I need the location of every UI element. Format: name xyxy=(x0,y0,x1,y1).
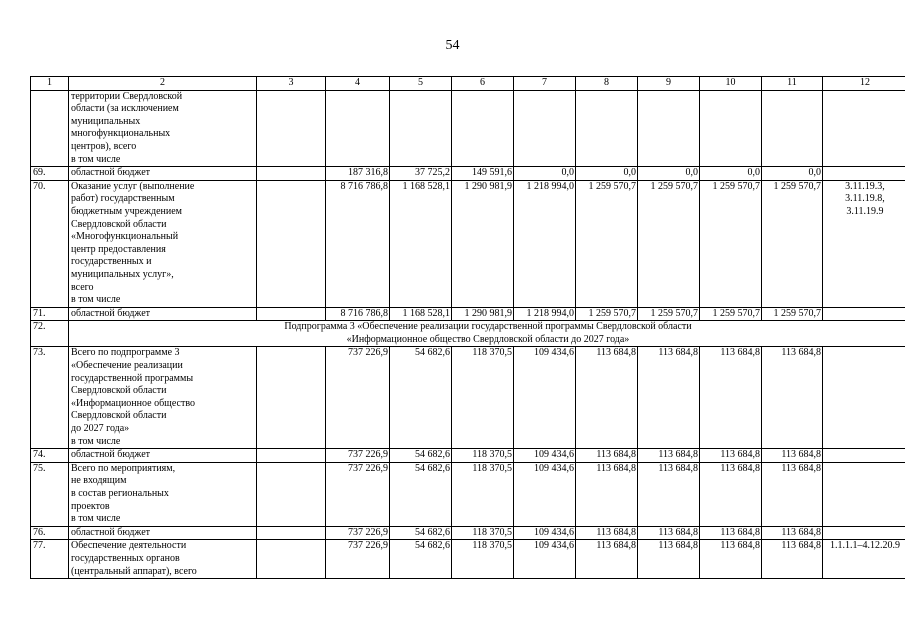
column-3-cell xyxy=(257,526,326,540)
item-name-cell: областной бюджет xyxy=(69,307,257,321)
amount-cell xyxy=(452,90,514,167)
amount-cell: 737 226,9 xyxy=(326,347,390,449)
amount-cell xyxy=(638,90,700,167)
column-header: 3 xyxy=(257,77,326,91)
amount-cell xyxy=(762,90,823,167)
table-row xyxy=(31,526,905,540)
column-3-cell xyxy=(257,540,326,579)
column-header: 1 xyxy=(31,77,69,91)
amount-cell xyxy=(390,90,452,167)
column-header: 4 xyxy=(326,77,390,91)
amount-cell: 737 226,9 xyxy=(326,540,390,579)
target-code-cell: 3.11.19.3, 3.11.19.8, 3.11.19.9 xyxy=(823,180,905,307)
column-header: 6 xyxy=(452,77,514,91)
target-code-cell: 1.1.1.1–4.12.20.9 xyxy=(823,540,905,579)
subprogram-heading-cell: Подпрограмма 3 «Обеспечение реализации государственной программы Свердловской области «Информационное общество Свердловской области до 2027 года» xyxy=(69,321,905,347)
item-name-cell: территории Свердловской области (за исключением муниципальных многофункциональных центров), всего в том числе xyxy=(69,90,257,167)
row-number-cell: 73. xyxy=(31,347,69,449)
row-number-cell: 76. xyxy=(31,526,69,540)
amount-cell: 187 316,8 xyxy=(326,167,390,181)
amount-cell: 109 434,6 xyxy=(514,526,576,540)
column-3-cell xyxy=(257,462,326,526)
amount-cell: 1 168 528,1 xyxy=(390,307,452,321)
item-name-cell: Всего по подпрограмме 3 «Обеспечение реализации государственной программы Свердловской области «Информационное общество Свердловской области до 2027 года» в том числе xyxy=(69,347,257,449)
item-name-cell: Обеспечение деятельности государственных органов (центральный аппарат), всего xyxy=(69,540,257,579)
amount-cell: 113 684,8 xyxy=(638,449,700,463)
amount-cell: 113 684,8 xyxy=(700,347,762,449)
amount-cell: 0,0 xyxy=(762,167,823,181)
item-name-cell: областной бюджет xyxy=(69,449,257,463)
item-name-cell: Оказание услуг (выполнение работ) государственным бюджетным учреждением Свердловской области «Многофункциональный центр предоставления государственных и муниципальных услуг», всего в том числе xyxy=(69,180,257,307)
row-number-cell: 72. xyxy=(31,321,69,347)
amount-cell: 1 259 570,7 xyxy=(700,307,762,321)
item-name-cell: областной бюджет xyxy=(69,526,257,540)
amount-cell: 118 370,5 xyxy=(452,540,514,579)
amount-cell: 118 370,5 xyxy=(452,347,514,449)
amount-cell: 113 684,8 xyxy=(638,347,700,449)
row-number-cell: 74. xyxy=(31,449,69,463)
row-number-cell: 70. xyxy=(31,180,69,307)
row-number-cell xyxy=(31,90,69,167)
header-row xyxy=(31,77,905,91)
column-3-cell xyxy=(257,167,326,181)
amount-cell: 54 682,6 xyxy=(390,462,452,526)
amount-cell: 113 684,8 xyxy=(700,540,762,579)
table-row xyxy=(31,167,905,181)
amount-cell: 0,0 xyxy=(700,167,762,181)
amount-cell xyxy=(326,90,390,167)
amount-cell: 113 684,8 xyxy=(700,526,762,540)
target-code-cell xyxy=(823,526,905,540)
column-header: 11 xyxy=(762,77,823,91)
amount-cell: 737 226,9 xyxy=(326,449,390,463)
amount-cell: 737 226,9 xyxy=(326,526,390,540)
amount-cell xyxy=(514,90,576,167)
column-header: 9 xyxy=(638,77,700,91)
amount-cell: 1 218 994,0 xyxy=(514,307,576,321)
amount-cell: 1 218 994,0 xyxy=(514,180,576,307)
amount-cell: 0,0 xyxy=(514,167,576,181)
column-header: 7 xyxy=(514,77,576,91)
table-row xyxy=(31,540,905,579)
amount-cell: 109 434,6 xyxy=(514,347,576,449)
table-row xyxy=(31,321,905,347)
amount-cell: 113 684,8 xyxy=(700,462,762,526)
item-name-cell: областной бюджет xyxy=(69,167,257,181)
column-header: 2 xyxy=(69,77,257,91)
amount-cell: 113 684,8 xyxy=(762,540,823,579)
amount-cell: 113 684,8 xyxy=(638,540,700,579)
amount-cell: 1 259 570,7 xyxy=(762,307,823,321)
target-code-cell xyxy=(823,90,905,167)
amount-cell: 113 684,8 xyxy=(700,449,762,463)
column-header: 10 xyxy=(700,77,762,91)
row-number-cell: 69. xyxy=(31,167,69,181)
column-3-cell xyxy=(257,347,326,449)
budget-table xyxy=(30,76,905,579)
amount-cell: 0,0 xyxy=(638,167,700,181)
table-row xyxy=(31,462,905,526)
table-row xyxy=(31,307,905,321)
amount-cell: 118 370,5 xyxy=(452,462,514,526)
target-code-cell xyxy=(823,449,905,463)
row-number-cell: 71. xyxy=(31,307,69,321)
amount-cell: 109 434,6 xyxy=(514,449,576,463)
column-3-cell xyxy=(257,180,326,307)
amount-cell: 54 682,6 xyxy=(390,449,452,463)
amount-cell: 118 370,5 xyxy=(452,449,514,463)
target-code-cell xyxy=(823,462,905,526)
amount-cell: 113 684,8 xyxy=(576,449,638,463)
amount-cell: 109 434,6 xyxy=(514,462,576,526)
amount-cell: 54 682,6 xyxy=(390,347,452,449)
amount-cell: 113 684,8 xyxy=(762,347,823,449)
amount-cell: 8 716 786,8 xyxy=(326,307,390,321)
page-number: 54 xyxy=(445,38,460,53)
amount-cell: 1 259 570,7 xyxy=(638,180,700,307)
amount-cell: 1 259 570,7 xyxy=(638,307,700,321)
item-name-cell: Всего по мероприятиям, не входящим в состав региональных проектов в том числе xyxy=(69,462,257,526)
amount-cell: 1 259 570,7 xyxy=(762,180,823,307)
table-row xyxy=(31,449,905,463)
amount-cell xyxy=(700,90,762,167)
amount-cell: 113 684,8 xyxy=(576,462,638,526)
amount-cell: 8 716 786,8 xyxy=(326,180,390,307)
amount-cell: 1 290 981,9 xyxy=(452,307,514,321)
column-header: 12 xyxy=(823,77,905,91)
target-code-cell xyxy=(823,167,905,181)
row-number-cell: 77. xyxy=(31,540,69,579)
amount-cell: 37 725,2 xyxy=(390,167,452,181)
amount-cell: 54 682,6 xyxy=(390,540,452,579)
amount-cell: 1 259 570,7 xyxy=(576,307,638,321)
amount-cell: 113 684,8 xyxy=(638,462,700,526)
column-header: 5 xyxy=(390,77,452,91)
table-row xyxy=(31,347,905,449)
amount-cell: 113 684,8 xyxy=(762,462,823,526)
amount-cell: 113 684,8 xyxy=(576,347,638,449)
table-row xyxy=(31,90,905,167)
amount-cell: 0,0 xyxy=(576,167,638,181)
target-code-cell xyxy=(823,307,905,321)
column-3-cell xyxy=(257,90,326,167)
amount-cell: 737 226,9 xyxy=(326,462,390,526)
column-3-cell xyxy=(257,449,326,463)
amount-cell: 1 290 981,9 xyxy=(452,180,514,307)
amount-cell: 118 370,5 xyxy=(452,526,514,540)
amount-cell: 54 682,6 xyxy=(390,526,452,540)
table-row xyxy=(31,180,905,307)
amount-cell: 113 684,8 xyxy=(576,540,638,579)
column-3-cell xyxy=(257,307,326,321)
amount-cell: 109 434,6 xyxy=(514,540,576,579)
amount-cell: 1 168 528,1 xyxy=(390,180,452,307)
amount-cell: 149 591,6 xyxy=(452,167,514,181)
column-header: 8 xyxy=(576,77,638,91)
amount-cell: 113 684,8 xyxy=(638,526,700,540)
amount-cell: 113 684,8 xyxy=(762,526,823,540)
amount-cell xyxy=(576,90,638,167)
amount-cell: 113 684,8 xyxy=(762,449,823,463)
row-number-cell: 75. xyxy=(31,462,69,526)
amount-cell: 1 259 570,7 xyxy=(576,180,638,307)
target-code-cell xyxy=(823,347,905,449)
amount-cell: 113 684,8 xyxy=(576,526,638,540)
amount-cell: 1 259 570,7 xyxy=(700,180,762,307)
